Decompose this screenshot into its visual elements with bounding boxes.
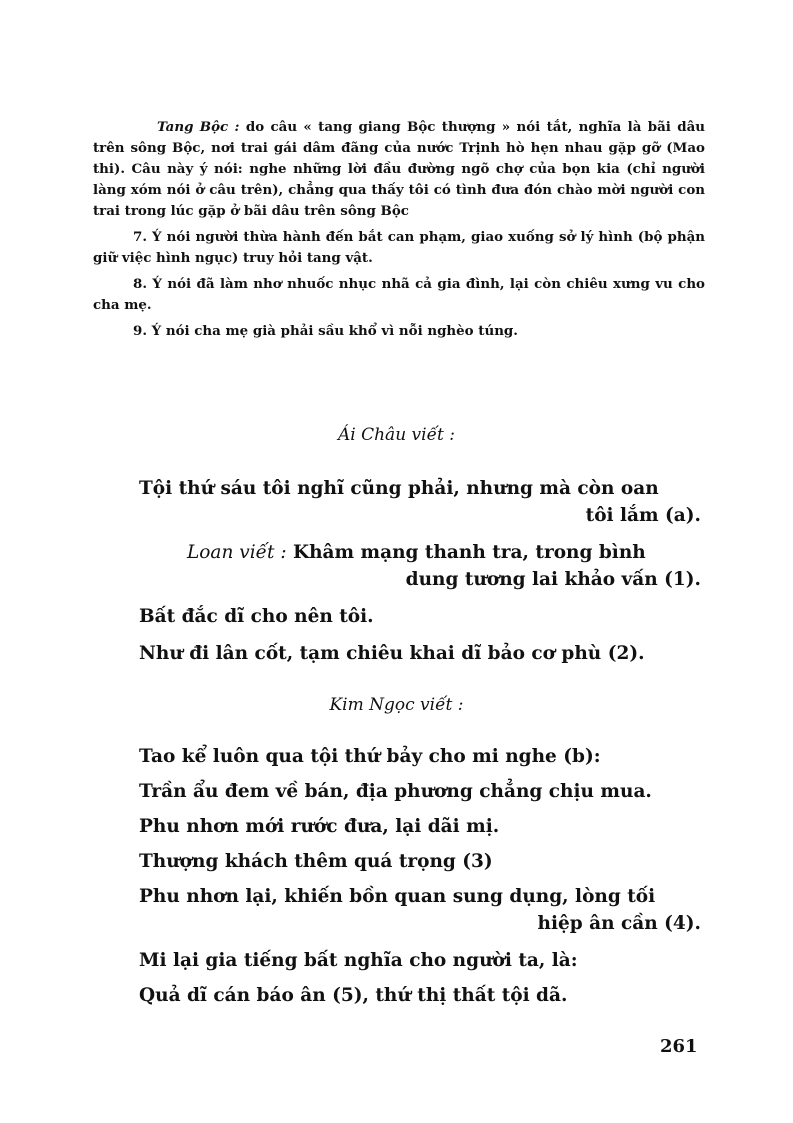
- verse-line: Tao kể luôn qua tội thứ bảy cho mi nghe (b):: [139, 746, 601, 767]
- footnotes: [93, 117, 705, 347]
- verse-line: Phu nhơn mới rước đưa, lại dãi mị.: [139, 816, 500, 837]
- verse-line: Bất đắc dĩ cho nên tôi.: [139, 606, 374, 627]
- speaker-label: Loan viết :: [187, 542, 287, 563]
- verse-line: [139, 539, 701, 566]
- verse-line: Tội thứ sáu tôi nghĩ cũng phải, nhưng mà còn oan: [139, 478, 659, 499]
- footnote-term: Tang Bộc :: [157, 119, 240, 135]
- verse-line: Như đi lân cốt, tạm chiêu khai dĩ bảo cơ phù (2).: [139, 643, 645, 664]
- verse-block-2: [139, 743, 701, 1009]
- verse-line: Quả dĩ cán báo ân (5), thứ thị thất tội dã.: [139, 985, 568, 1006]
- verse-line-continuation: hiệp ân cần (4).: [537, 913, 701, 934]
- verse-line-continuation: dung tương lai khảo vấn (1).: [405, 569, 701, 590]
- verse-line-continuation: tôi lắm (a).: [585, 505, 701, 526]
- verse-line: Phu nhơn lại, khiến bồn quan sung dụng, lòng tối: [139, 886, 656, 907]
- footnote-7: 7. Ý nói người thừa hành đến bắt can phạm, giao xuống sở lý hình (bộ phận giữ việc hình ngục) truy hỏi tang vật.: [93, 229, 705, 266]
- footnote-text: do câu « tang giang Bộc thượng » nói tắt, nghĩa là bãi dâu trên sông Bộc, nơi trai gái dâm đãng của nước Trịnh hò hẹn nhau gặp gỡ (Mao thi). Câu này ý nói: nghe những lời đầu đường ngõ chợ của bọn kia (chỉ người làng xóm nói ở câu trên), chẳng qua thấy tôi có tình đưa đón chào mời người con trai trong lúc gặp ở bãi dâu trên sông Bộc: [93, 119, 705, 219]
- page-number: 261: [660, 1036, 698, 1057]
- footnote-6: [93, 117, 705, 222]
- footnote-9: 9. Ý nói cha mẹ già phải sầu khổ vì nỗi nghèo túng.: [133, 323, 518, 339]
- verse-text: Khâm mạng thanh tra, trong bình: [293, 542, 646, 563]
- section-heading-kim-ngoc: Kim Ngọc viết :: [329, 695, 464, 715]
- section-heading-ai-chau: Ái Châu viết :: [337, 425, 456, 445]
- verse-line: Trần ẩu đem về bán, địa phương chẳng chịu mua.: [139, 781, 652, 802]
- verse-line: Thượng khách thêm quá trọng (3): [139, 851, 493, 872]
- verse-block-1: [139, 475, 701, 667]
- verse-line: Mi lại gia tiếng bất nghĩa cho người ta, là:: [139, 950, 578, 971]
- footnote-8: 8. Ý nói đã làm nhơ nhuốc nhục nhã cả gia đình, lại còn chiêu xưng vu cho cha mẹ.: [93, 276, 705, 313]
